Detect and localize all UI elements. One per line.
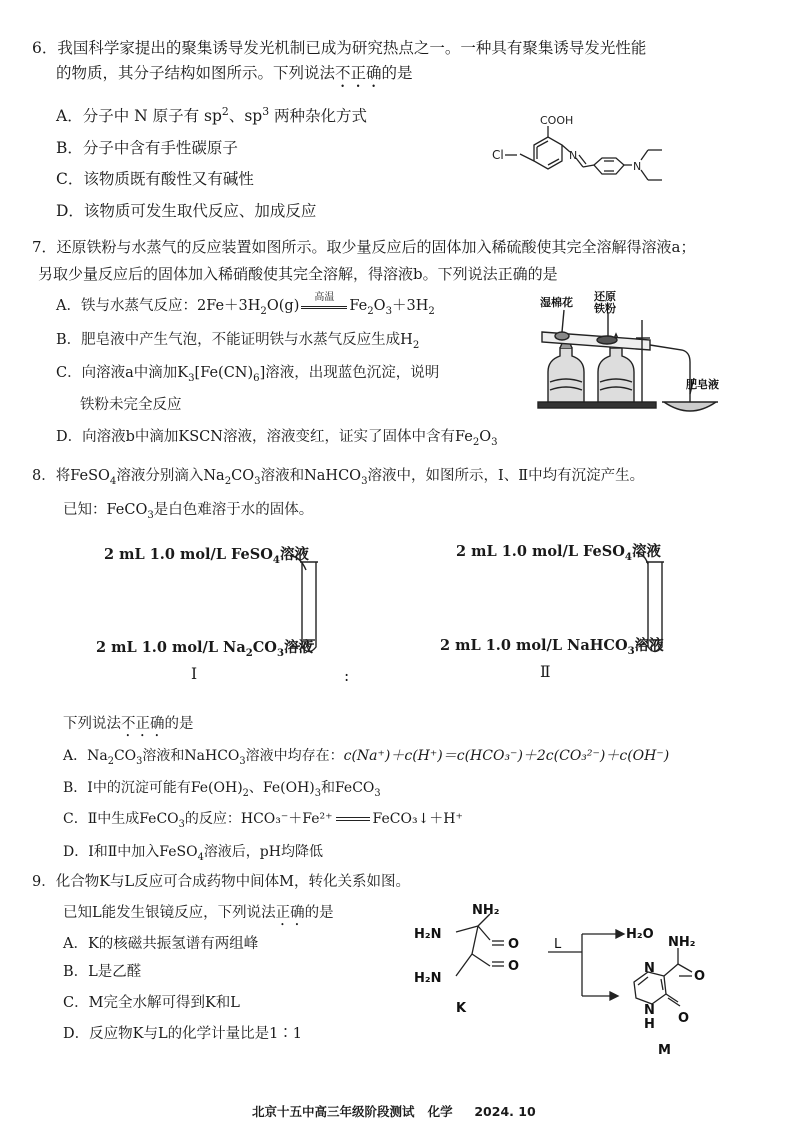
- q6-option-a: A．分子中 N 原子有 $sp^2$、$sp^3$ 两种杂化方式: [56, 105, 368, 126]
- label-iron-1: 还原: [594, 290, 616, 303]
- t1-roman-label: Ⅰ: [191, 665, 198, 683]
- q9-stem: 9．化合物K与L反应可合成药物中间体M，转化关系如图。: [32, 874, 411, 890]
- label-iron-2: 铁粉: [594, 302, 616, 315]
- label-wet-cotton: 湿棉花: [540, 296, 573, 309]
- k-nh2-top: NH₂: [472, 903, 500, 918]
- test-tube-1: [290, 552, 330, 662]
- q6-stem-line1: 6．我国科学家提出的聚集诱导发光机制已成为研究热点之一。一种具有聚集诱导发光性能: [32, 39, 647, 57]
- q7-stem-line2: 另取少量反应后的固体加入稀硝酸使其完全溶解，得溶液b。下列说法正确的是: [38, 265, 558, 283]
- separator-mark: :: [344, 667, 350, 685]
- q8-stem: 8．将FeSO$_4$溶液分别滴入$Na_2CO_3$溶液和NaHCO$_3$溶液中，如图所示，Ⅰ、Ⅱ中均有沉淀产生。: [32, 468, 645, 487]
- q6-option-b: B．分子中含有手性碳原子: [56, 139, 238, 157]
- q8-option-d: D．Ⅰ和Ⅱ中加入FeSO$_4$溶液后，pH均降低: [63, 844, 323, 863]
- m-h: H: [644, 1017, 655, 1032]
- q8-option-c: C．Ⅱ中生成FeCO$_3$的反应：HCO₃⁻＋Fe²⁺ FeCO₃↓＋H⁺: [63, 811, 463, 830]
- q9-option-c: C．M完全水解可得到K和L: [63, 995, 240, 1011]
- q8-known: 已知：FeCO$_3$是白色难溶于水的固体。: [63, 502, 314, 521]
- t2-top-label: 2 mL 1.0 mol/L FeSO$_4$溶液: [456, 543, 661, 563]
- label-soap: 肥皂液: [686, 378, 719, 391]
- q7-apparatus-diagram: [532, 290, 732, 420]
- cl-label: Cl: [492, 148, 504, 162]
- k-h2n-low: H₂N: [414, 971, 442, 986]
- q9-known: 已知L能发生银镜反应，下列说法正确的是: [63, 905, 334, 921]
- q8-option-a: A．$Na_2CO_3$溶液和NaHCO$_3$溶液中均存在：c(Na⁺)＋c(H⁺)＝c(HCO₃⁻)＋2c(CO₃²⁻)＋c(OH⁻): [63, 748, 670, 767]
- footer: 北京十五中高三年级阶段测试 化学 2024. 10: [252, 1104, 536, 1119]
- n-label-2: N: [633, 160, 642, 173]
- t2-roman-label: Ⅱ: [540, 663, 551, 681]
- m-n1: N: [644, 961, 655, 976]
- q7-option-b: B．肥皂液中产生气泡，不能证明铁与水蒸气反应生成$H_2$: [56, 332, 420, 351]
- q6-molecule-structure: [486, 110, 676, 205]
- t1-bottom-label: 2 mL 1.0 mol/L $Na_2CO_3$溶液: [96, 639, 313, 659]
- m-o2: O: [678, 1011, 690, 1026]
- q9-reaction-scheme: [408, 894, 728, 1064]
- n-label-1: N: [569, 149, 578, 162]
- q9-option-a: A．K的核磁共振氢谱有两组峰: [63, 936, 259, 952]
- m-label: M: [658, 1043, 671, 1058]
- l-label: L: [554, 937, 562, 952]
- t2-bottom-label: 2 mL 1.0 mol/L NaHCO$_3$溶液: [440, 637, 664, 657]
- test-tube-2: [636, 552, 676, 662]
- q9-option-d: D．反应物K与L的化学计量比是1∶1: [63, 1026, 303, 1042]
- q7-option-c-line2: 铁粉未完全反应: [80, 397, 182, 413]
- cooh-label: COOH: [540, 114, 574, 127]
- k-o1: O: [508, 937, 520, 952]
- q8-ask: 下列说法不正确的是: [63, 716, 194, 732]
- t1-top-label: 2 mL 1.0 mol/L FeSO$_4$溶液: [104, 546, 309, 566]
- q6-option-d: D．该物质可发生取代反应、加成反应: [56, 202, 317, 220]
- m-n2: N: [644, 1003, 655, 1018]
- q7-option-a: A．铁与水蒸气反应：$2Fe+3H_2O(g)$ 高温 $Fe_2O_3+3H_2$: [56, 292, 435, 317]
- k-label: K: [456, 1001, 467, 1016]
- k-h2n: H₂N: [414, 927, 442, 942]
- q6-option-c: C．该物质既有酸性又有碱性: [56, 170, 254, 188]
- m-nh2: NH₂: [668, 935, 696, 950]
- q7-option-d: D．向溶液b中滴加KSCN溶液，溶液变红，证实了固体中含有$Fe_2O_3$: [56, 429, 498, 448]
- q8-option-b: B．Ⅰ中的沉淀可能有$Fe(OH)_2$、$Fe(OH)_3$和FeCO$_3$: [63, 780, 381, 799]
- q9-option-b: B．L是乙醛: [63, 964, 142, 980]
- q6-stem-line2: 的物质，其分子结构如图所示。下列说法不正确的是: [56, 64, 413, 82]
- q7-option-c-line1: C．向溶液a中滴加$K_3[Fe(CN)_6]$溶液，出现蓝色沉淀，说明: [56, 365, 440, 384]
- m-o1: O: [694, 969, 706, 984]
- h2o-label: H₂O: [626, 927, 654, 942]
- q7-stem-line1: 7．还原铁粉与水蒸气的反应装置如图所示。取少量反应后的固体加入稀硫酸使其完全溶解得溶液a；: [32, 238, 696, 256]
- k-o2: O: [508, 959, 520, 974]
